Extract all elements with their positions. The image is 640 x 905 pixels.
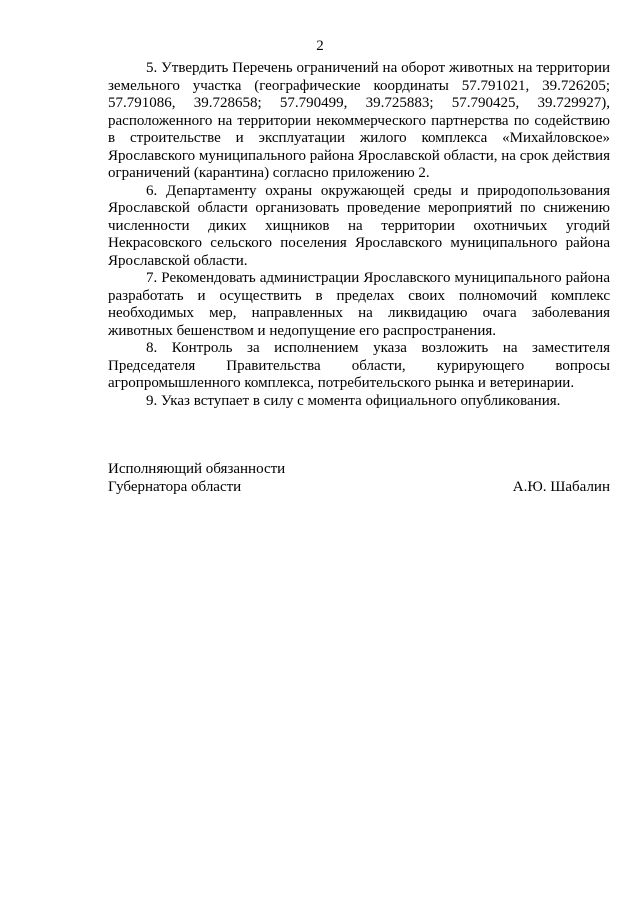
paragraph-6: 6. Департаменту охраны окружающей среды и природопользования Ярославской области организовать проведение мероприятий по снижению численности диких хищников на территории охотничьих угодий Некрасовского сельского поселения Ярославского муниципального района Ярославской области. — [108, 182, 610, 269]
signatory-name: А.Ю. Шабалин — [512, 479, 610, 495]
signature-title-line-2: Губернатора области — [108, 479, 242, 495]
signature-row — [108, 478, 610, 496]
page-number: 2 — [316, 38, 324, 54]
signature-title-line-1: Исполняющий обязанности — [108, 461, 286, 477]
paragraph-8: 8. Контроль за исполнением указа возложить на заместителя Председателя Правительства области, курирующего вопросы агропромышленного комплекса, потребительского рынка и ветеринарии. — [108, 340, 610, 391]
paragraph-5: 5. Утвердить Перечень ограничений на оборот животных на территории земельного участка (географические координаты 57.791021, 39.726205; 57.791086, 39.728658; 57.790499, 39.725883; 57.790425, 39.729927), расположенного на территории некоммерческого партнерства по содействию в строительстве и эксплуатации жилого комплекса «Михайловское» Ярославского муниципального района Ярославской области, на срок действия ограничений (карантина) согласно приложению 2. — [108, 60, 610, 181]
signature-block — [108, 460, 610, 496]
document-body — [108, 60, 610, 410]
paragraph-7: 7. Рекомендовать администрации Ярославского муниципального района разработать и осуществить в пределах своих полномочий комплекс необходимых мер, направленных на ликвидацию очага заболевания животных бешенством и недопущение его распространения. — [108, 270, 610, 339]
paragraph-9: 9. Указ вступает в силу с момента официального опубликования. — [146, 392, 561, 409]
